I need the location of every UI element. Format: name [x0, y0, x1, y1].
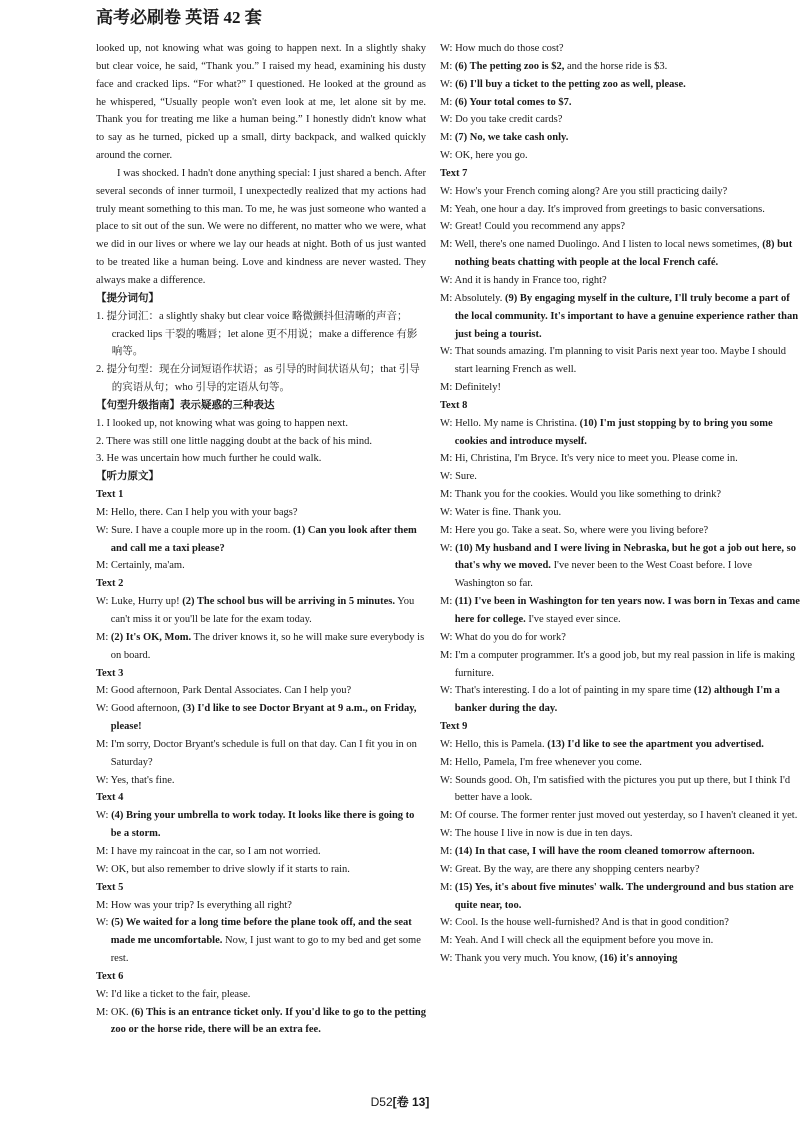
juxing-item-1: 1. I looked up, not knowing what was going to happen next. [96, 417, 348, 429]
page-footer [0, 1093, 800, 1110]
text-5-heading: Text 5 [96, 881, 124, 893]
dialogue-line: M: Thank you for the cookies. Would you like something to drink? [440, 489, 722, 501]
tingli-heading: 【听力原文】 [96, 471, 159, 483]
dialogue-line: W: Good afternoon, (3) I'd like to see Doctor Bryant at 9 a.m., on Friday, please! [96, 703, 417, 733]
tifen-item-2: 2. 提分句型：现在分词短语作状语；as 引导的时间状语从句；that 引导的宾语从句；who 引导的定语从句等。 [96, 364, 420, 394]
dialogue-line: M: I'm a computer programmer. It's a good job, but my real passion in life is making furniture. [440, 649, 795, 679]
dialogue-line: W: Great. By the way, are there any shopping centers nearby? [440, 863, 700, 875]
dialogue-line: M: Certainly, ma'am. [96, 560, 185, 572]
dialogue-line: M: (7) No, we take cash only. [440, 132, 569, 144]
dialogue-line: W: And it is handy in France too, right? [440, 274, 607, 286]
dialogue-line: M: Yeah, one hour a day. It's improved from greetings to basic conversations. [440, 203, 765, 215]
dialogue-line: M: Good afternoon, Park Dental Associates. Can I help you? [96, 685, 352, 697]
dialogue-line: W: I'd like a ticket to the fair, please. [96, 988, 251, 1000]
dialogue-line: W: Sure. [440, 471, 477, 483]
dialogue-line: M: (6) Your total comes to $7. [440, 96, 572, 108]
dialogue-line: M: Well, there's one named Duolingo. And I listen to local news sometimes, (8) but nothing beats chatting with people at the local French café. [440, 239, 793, 269]
dialogue-line: W: Great! Could you recommend any apps? [440, 221, 626, 233]
text-1-heading: Text 1 [96, 489, 124, 501]
dialogue-line: M: Definitely! [440, 382, 501, 394]
text-6-heading: Text 6 [96, 970, 124, 982]
text-4-heading: Text 4 [96, 792, 124, 804]
juxing-item-3: 3. He was uncertain how much further he could walk. [96, 453, 322, 465]
dialogue-line: M: Hi, Christina, I'm Bryce. It's very nice to meet you. Please come in. [440, 453, 738, 465]
dialogue-line: W: Hello. My name is Christina. (10) I'm just stopping by to bring you some cookies and introduce myself. [440, 417, 773, 447]
dialogue-line: W: Luke, Hurry up! (2) The school bus will be arriving in 5 minutes. You can't miss it or you'll be late for the exam today. [96, 596, 415, 625]
book-title: 高考必刷卷 英语 42 套 [96, 8, 262, 27]
dialogue-line: M: Of course. The former renter just moved out yesterday, so I haven't cleaned it yet. [440, 810, 798, 822]
story-paragraph-2: I was shocked. I hadn't done anything special: I just shared a bench. After several seconds of inner turmoil, I unexpectedly realized that my actions had truly meant something to this man. To me, he was just someone who wanted a place to sit out of the sun. We were no different, no matter who we were, what we did in our lives or where we lay our heads at night. Both of us just wanted to be treated like a human being. Love and kindness are never wasted. They always make a difference. [96, 167, 426, 286]
dialogue-line: M: I'm sorry, Doctor Bryant's schedule is full on that day. Can I fit you in on Saturday? [96, 738, 417, 768]
dialogue-line: M: Absolutely. (9) By engaging myself in the culture, I'll truly become a part of the local community. It's important to have a genuine experience rather than just being a tourist. [440, 292, 799, 340]
dialogue-line: W: The house I live in now is due in ten days. [440, 828, 633, 840]
dialogue-line: W: Cool. Is the house well-furnished? And is that in good condition? [440, 917, 729, 929]
dialogue-line: W: (4) Bring your umbrella to work today. It looks like there is going to be a storm. [96, 810, 415, 840]
text-3-heading: Text 3 [96, 667, 124, 679]
dialogue-line: W: (10) My husband and I were living in Nebraska, but he got a job out here, so that's why we moved. I've never been to the West Coast before. I love Washington so far. [440, 542, 796, 590]
dialogue-line: M: (15) Yes, it's about five minutes' walk. The underground and bus station are quite near, too. [440, 881, 794, 911]
dialogue-line: W: That's interesting. I do a lot of painting in my spare time (12) although I'm a banker during the day. [440, 685, 780, 715]
dialogue-line: W: Sounds good. Oh, I'm satisfied with the pictures you put up there, but I think I'd better have a look. [440, 774, 791, 804]
dialogue-line: M: (11) I've been in Washington for ten years now. I was born in Texas and came here for college. I've stayed ever since. [440, 596, 800, 625]
dialogue-line: W: How's your French coming along? Are you still practicing daily? [440, 185, 728, 197]
dialogue-line: M: Hello, there. Can I help you with your bags? [96, 506, 298, 518]
juxing-heading: 【句型升级指南】表示疑惑的三种表达 [96, 399, 275, 411]
dialogue-line: W: Yes, that's fine. [96, 774, 175, 786]
dialogue-line: M: Hello, Pamela, I'm free whenever you come. [440, 756, 642, 768]
text-7-heading: Text 7 [440, 167, 468, 179]
dialogue-line: W: Thank you very much. You know, (16) it's annoying [440, 953, 678, 965]
text-2-heading: Text 2 [96, 578, 124, 590]
dialogue-line: W: Do you take credit cards? [440, 114, 563, 126]
dialogue-line: W: (6) I'll buy a ticket to the petting zoo as well, please. [440, 78, 686, 90]
tifen-item-1: 1. 提分词汇：a slightly shaky but clear voice 略微颤抖但清晰的声音；cracked lips 干裂的嘴唇；let alone 更不用说；make a difference 有影响等。 [96, 310, 418, 358]
dialogue-line: M: (14) In that case, I will have the room cleaned tomorrow afternoon. [440, 845, 755, 857]
dialogue-line: W: Hello, this is Pamela. (13) I'd like to see the apartment you advertised. [440, 738, 764, 750]
story-paragraph-1: looked up, not knowing what was going to happen next. In a slightly shaky but clear voice, he said, “Thank you.” I raised my head, examining his dusty face and cracked lips. “For what?” I questioned. He looked at the ground as he whispered, “Usually people won't even look at me, let alone sit by me. Thank you for treating me like a human being.” I honestly didn't know what to say as he turned, picked up a small, dirty backpack, and walked quickly around the corner. [96, 43, 426, 162]
text-8-heading: Text 8 [440, 399, 468, 411]
dialogue-line: W: OK, here you go. [440, 150, 528, 162]
dialogue-line: W: How much do those cost? [440, 43, 564, 54]
dialogue-line: M: (2) It's OK, Mom. The driver knows it, so he will make sure everybody is on board. [96, 631, 425, 661]
juxing-item-2: 2. There was still one little nagging doubt at the back of his mind. [96, 435, 372, 447]
dialogue-line: W: OK, but also remember to drive slowly if it starts to rain. [96, 863, 350, 875]
tifen-heading: 【提分词句】 [96, 292, 159, 304]
dialogue-line: W: What do you do for work? [440, 631, 566, 643]
dialogue-line: W: (5) We waited for a long time before the plane took off, and the seat made me uncomfortable. Now, I just want to go to my bed and get some rest. [96, 917, 421, 965]
dialogue-line: W: Sure. I have a couple more up in the room. (1) Can you look after them and call me a taxi please? [96, 524, 417, 554]
volume-label: [卷 13] [392, 1095, 430, 1109]
left-column [96, 40, 426, 1039]
dialogue-line: M: OK. (6) This is an entrance ticket only. If you'd like to go to the petting zoo or the horse ride, there will be an extra fee. [96, 1006, 426, 1036]
dialogue-line: W: Water is fine. Thank you. [440, 506, 562, 518]
dialogue-line: M: (6) The petting zoo is $2, and the horse ride is $3. [440, 60, 668, 72]
dialogue-line: M: Yeah. And I will check all the equipment before you move in. [440, 935, 714, 947]
dialogue-line: M: I have my raincoat in the car, so I am not worried. [96, 845, 321, 857]
page-number: D52 [370, 1095, 393, 1109]
right-column [440, 40, 800, 968]
text-9-heading: Text 9 [440, 721, 468, 733]
dialogue-line: M: How was your trip? Is everything all right? [96, 899, 292, 911]
dialogue-line: M: Here you go. Take a seat. So, where were you living before? [440, 524, 709, 536]
dialogue-line: W: That sounds amazing. I'm planning to visit Paris next year too. Maybe I should start learning French as well. [440, 346, 787, 376]
